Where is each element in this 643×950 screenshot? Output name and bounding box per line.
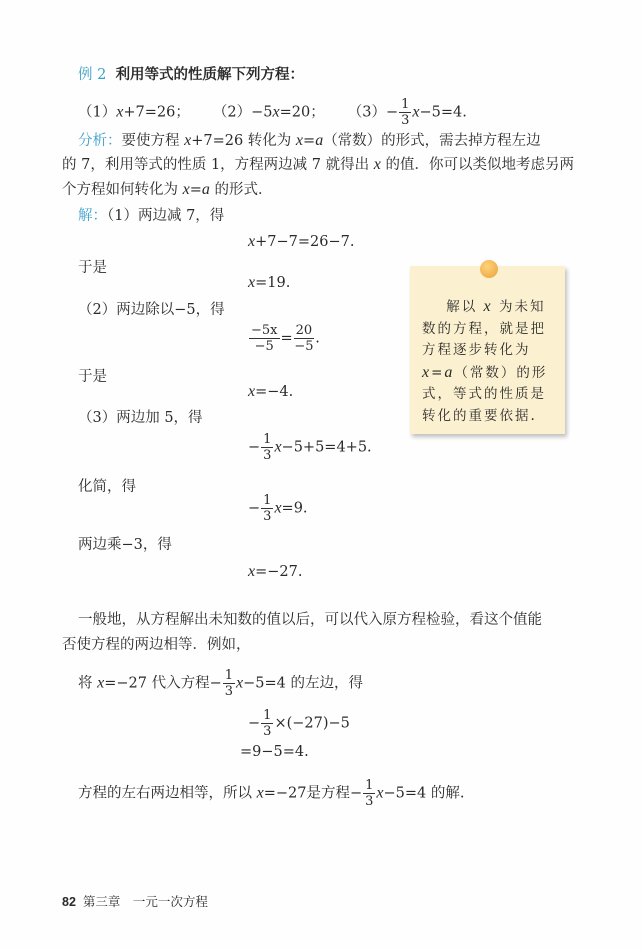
text-line: −5=4. (419, 104, 467, 121)
text-line: 解： (78, 208, 107, 224)
text-line: − (248, 715, 261, 732)
math-variable: x (184, 132, 192, 149)
text-line: 3 (263, 724, 272, 739)
text-line: =−4. (255, 384, 294, 400)
text-line (248, 273, 290, 293)
fraction (399, 97, 411, 128)
text-line: 1 (224, 668, 234, 683)
text-line: （2） (212, 104, 252, 121)
text-line: =9. (281, 500, 308, 517)
page-number: 82 (62, 895, 76, 909)
text-line: 化简，得 (78, 479, 136, 495)
text-line: 个方程如何转化为 (62, 182, 183, 198)
math-variable: x (422, 363, 432, 381)
text-line (78, 778, 464, 809)
text-line: −5=4 的左边，得 (243, 675, 363, 692)
pin-icon (480, 260, 498, 278)
text-line: −5=4 的解. (383, 785, 465, 802)
text-line: =9−5=4. (240, 744, 309, 760)
math-variable: a (315, 132, 324, 149)
math-variable: x (373, 156, 381, 173)
fraction (261, 493, 273, 524)
math-variable: x (274, 499, 282, 517)
text-line: = (189, 182, 202, 198)
text-line: 一般地，从方程解出未知数的值以后，可以代入原方程检验，看这个值能 (78, 612, 542, 628)
text-line (422, 296, 558, 427)
text-line: = (303, 133, 316, 149)
math-variable: x (97, 674, 105, 692)
chapter-title: 第三章 一元一次方程 (82, 895, 208, 909)
text-line: 1 (401, 97, 410, 112)
math-variable: x (272, 103, 280, 121)
text-line: 1 (263, 432, 272, 447)
problem-list: （1）x+7=26； （2）−5x=20； （3）− $\frac{1}{3}$ x−5=4. (78, 97, 467, 128)
example-heading (78, 65, 304, 85)
text-line: （2）两边除以−5，得 (78, 302, 225, 318)
text-line (248, 382, 293, 402)
text-line: 1 (263, 708, 272, 723)
text-line: （常数）的形式，等式的性质是转化的重要依据. (422, 364, 548, 424)
text-line: 为未知数的方程，就是把方程逐步转化为 (422, 299, 546, 358)
text-line: 于是 (78, 369, 107, 385)
text-line: −5x (251, 323, 278, 338)
text-line: 分析： (78, 133, 122, 149)
text-line (78, 131, 541, 151)
fraction (294, 323, 315, 354)
example-title: 利用等式的性质解下列方程： (115, 66, 305, 83)
text-line (62, 180, 272, 200)
text-line: +7=26 转化为 (191, 133, 296, 149)
text-line: 3 (224, 684, 234, 699)
text-line: 的值．你可以类似地考虑另两 (380, 157, 574, 173)
fraction (261, 708, 273, 739)
text-line (248, 562, 302, 582)
text-line: =19. (255, 275, 291, 291)
text-line (248, 708, 350, 739)
text-line: − $\frac{1}{3}$ x−5+5=4+5. (248, 432, 372, 463)
fraction (261, 432, 273, 463)
text-line: （3） (347, 104, 386, 121)
text-line (78, 668, 363, 699)
text-line: 要使方程 (121, 133, 185, 149)
text-line: 否使方程的两边相等．例如， (62, 637, 251, 653)
text-line: −5+5=4+5. (281, 439, 372, 456)
math-variable: x (412, 103, 420, 121)
math-variable: x (116, 103, 124, 121)
text-line: 1 (263, 493, 272, 508)
math-variable: x (274, 438, 282, 456)
math-variable: x (182, 181, 190, 198)
text-line: 于是 (78, 260, 107, 276)
text-line: 将 (78, 675, 98, 692)
text-line: =−27. (255, 564, 303, 580)
text-line: 3 (263, 448, 272, 463)
text-line: 3 (263, 509, 272, 524)
text-line: （1） (78, 104, 117, 121)
text-line: −5 (254, 339, 274, 354)
text-line: $\frac{-5x}{-5}$ = $\frac{20}{-5}$ . (251, 323, 320, 354)
text-line: =−27是方程− (263, 785, 363, 802)
math-variable: x (256, 784, 264, 802)
math-variable: x (248, 233, 256, 250)
text-line: ×(−27)−5 (274, 715, 350, 732)
text-line (248, 232, 354, 252)
example-label: 例 2 (78, 67, 107, 83)
fraction (223, 668, 235, 699)
text-line: 1 (365, 778, 374, 793)
text-line: （常数）的形式，需去掉方程左边 (323, 133, 541, 149)
text-line: 20 (295, 323, 313, 338)
fraction (363, 778, 375, 809)
text-line (62, 155, 574, 175)
sticky-note (410, 266, 565, 434)
math-variable: x (236, 674, 244, 692)
text-line: − $\frac{1}{3}$ x=9. (248, 493, 308, 524)
text-line: 3 (401, 113, 410, 128)
math-variable: x (248, 563, 256, 580)
math-variable: a (201, 181, 210, 198)
math-variable: x (248, 274, 256, 291)
page-footer (62, 892, 208, 910)
text-line: （3）两边加 5，得 (78, 410, 203, 426)
text-line: 两边乘−3，得 (78, 537, 172, 553)
math-variable: x (295, 132, 304, 149)
text-line: 3 (365, 794, 374, 809)
text-line: （1）两边减 7，得 (107, 208, 225, 224)
math-variable: x (248, 383, 256, 400)
text-line: +7=26； (123, 104, 190, 121)
text-line: =20； (279, 104, 325, 121)
math-variable: x (376, 784, 384, 802)
text-line: 方程的左右两边相等，所以 (78, 785, 257, 802)
text-line: 解以 (446, 299, 484, 315)
text-line: +7−7=26−7. (255, 234, 355, 250)
text-line (78, 206, 224, 226)
text-line: 的 7，利用等式的性质 1，方程两边减 7 就得出 (62, 157, 374, 173)
text-line: 的形式． (209, 182, 273, 198)
text-line: −5 (294, 339, 314, 354)
math-variable: a (444, 363, 455, 381)
fraction (249, 323, 280, 354)
text-line: = (431, 364, 445, 381)
text-line: −5 (251, 104, 273, 121)
math-variable: x (483, 298, 493, 315)
text-line: =−27 代入方程− (104, 675, 222, 692)
